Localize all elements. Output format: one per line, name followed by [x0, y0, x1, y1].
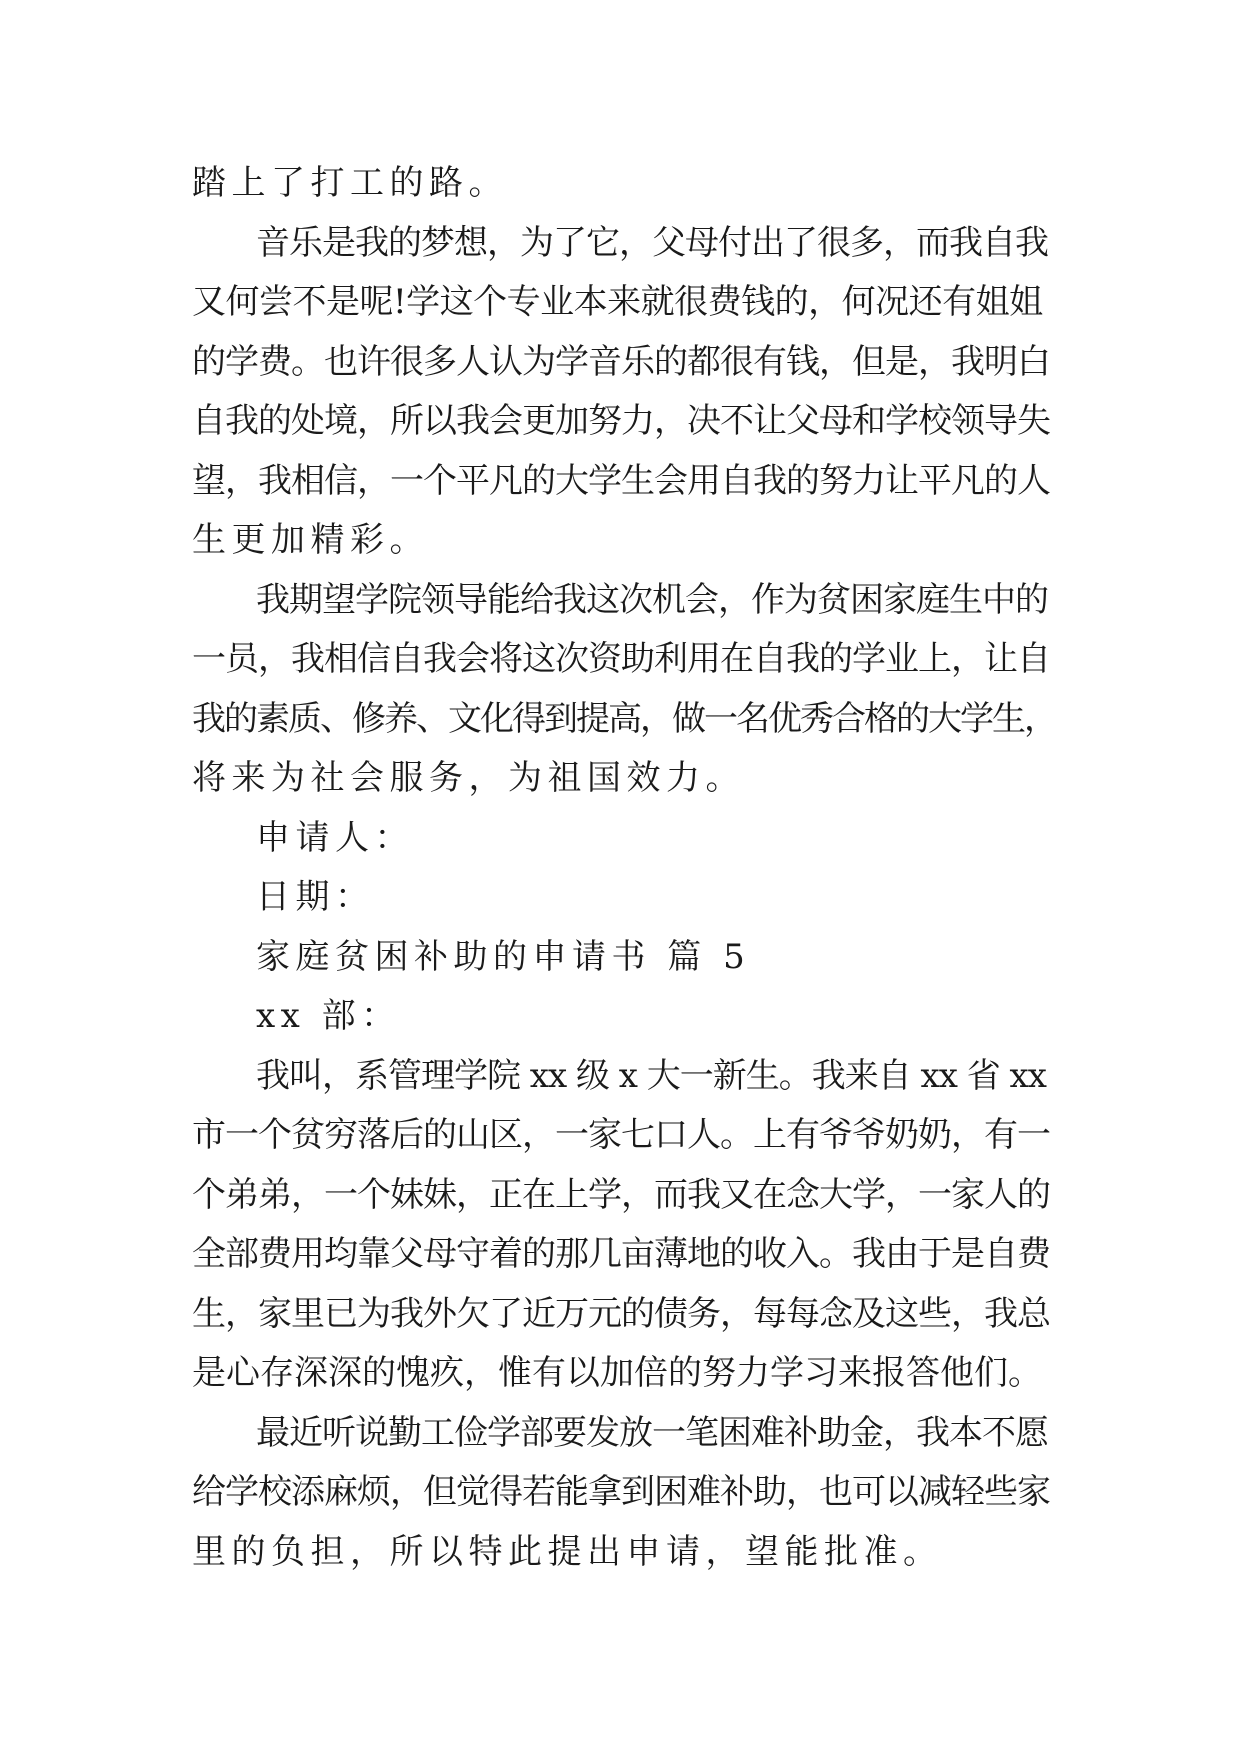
text-line: 又何尝不是呢!学这个专业本来就很费钱的，何况还有姐姐	[192, 282, 1043, 322]
text-line: 全部费用均靠父母守着的那几亩薄地的收入。我由于是自费	[192, 1234, 1050, 1274]
section-title: 家庭贫困补助的申请书 篇 5	[256, 936, 751, 977]
document-body	[192, 154, 1056, 1582]
text-line: 踏上了打工的路。	[192, 163, 508, 203]
text-line: 的学费。也许很多人认为学音乐的都很有钱，但是，我明白	[192, 341, 1050, 382]
text-line: 个弟弟，一个妹妹，正在上学，而我又在念大学，一家人的	[192, 1174, 1050, 1215]
text-line: 是心存深深的愧疚，惟有以加倍的努力学习来报答他们。	[192, 1353, 1042, 1393]
text-line: 生，家里已为我外欠了近万元的债务，每每念及这些，我总	[192, 1293, 1050, 1334]
text-line: 音乐是我的梦想，为了它，父母付出了很多，而我自我	[256, 222, 1048, 263]
text-line: 一员，我相信自我会将这次资助利用在自我的学业上，让自	[192, 639, 1050, 679]
text-line: 给学校添麻烦，但觉得若能拿到困难补助，也可以减轻些家	[192, 1472, 1050, 1512]
text-line: 我叫，系管理学院 xx 级 x 大一新生。我来自 xx 省 xx	[256, 1055, 1046, 1096]
text-line: 里的负担，所以特此提出申请，望能批准。	[192, 1531, 943, 1572]
salutation: xx 部：	[256, 996, 401, 1036]
text-line: 生更加精彩。	[192, 520, 429, 560]
text-line: 我的素质、修养、文化得到提高，做一名优秀合格的大学生，	[192, 698, 1056, 739]
date-label: 日期：	[256, 877, 375, 917]
applicant-label: 申请人：	[256, 817, 414, 858]
text-line: 我期望学院领导能给我这次机会，作为贫困家庭生中的	[256, 579, 1048, 620]
text-line: 自我的处境，所以我会更加努力，决不让父母和学校领导失	[192, 401, 1050, 441]
text-line: 望，我相信，一个平凡的大学生会用自我的努力让平凡的人	[192, 460, 1050, 501]
text-line: 最近听说勤工俭学部要发放一笔困难补助金，我本不愿	[256, 1412, 1048, 1453]
text-line: 将来为社会服务，为祖国效力。	[192, 758, 745, 798]
text-line: 市一个贫穷落后的山区，一家七口人。上有爷爷奶奶，有一	[192, 1115, 1050, 1155]
